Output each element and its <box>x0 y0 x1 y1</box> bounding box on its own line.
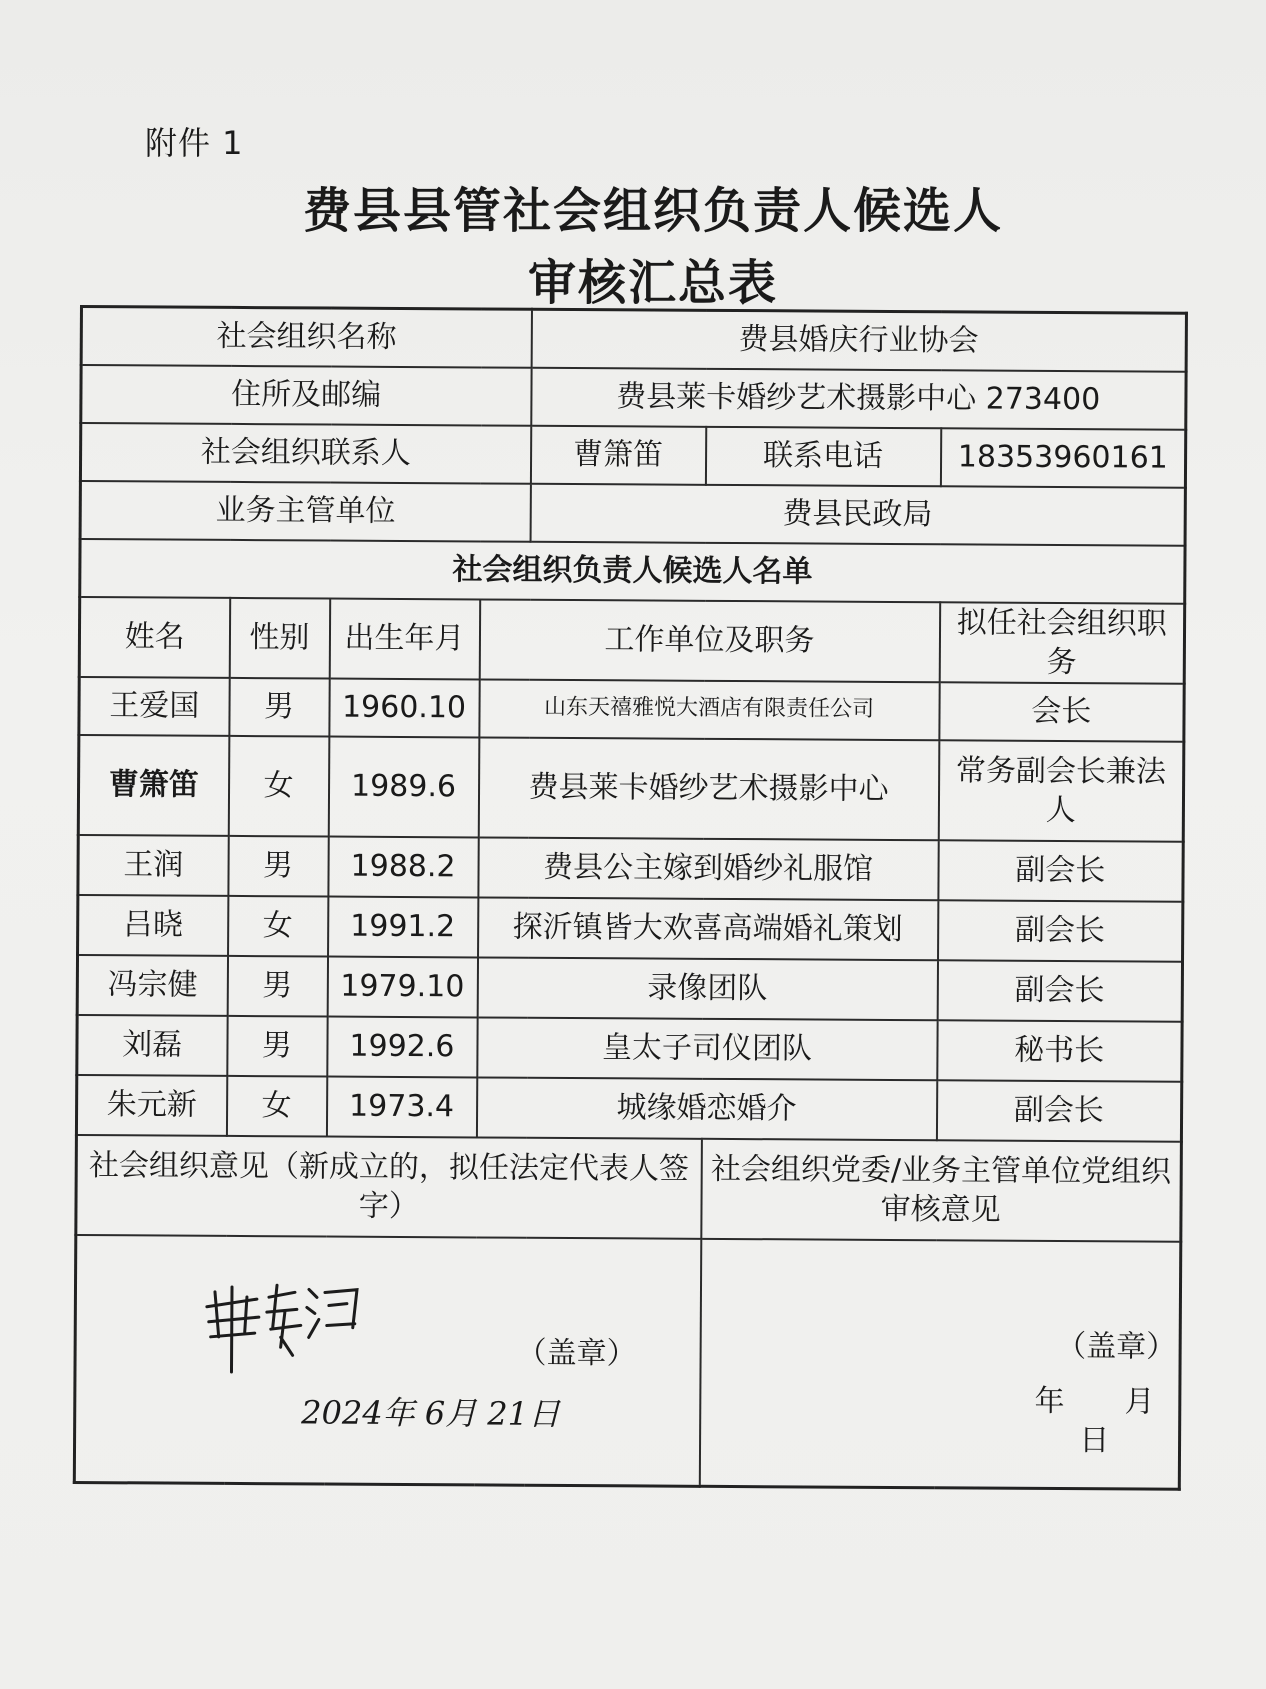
candidate-birth: 1992.6 <box>327 1016 477 1077</box>
address-label: 住所及邮编 <box>81 365 531 426</box>
party-date: 年 月 日 <box>1034 1383 1215 1458</box>
document-title-line1: 费县县管社会组织负责人候选人 <box>302 183 1003 239</box>
org-name-value: 费县婚庆行业协会 <box>531 309 1186 371</box>
candidate-gender: 男 <box>229 677 329 736</box>
candidate-name: 朱元新 <box>76 1074 226 1135</box>
candidate-role: 会长 <box>939 682 1184 741</box>
org-seal-label: （盖章） <box>516 1335 637 1371</box>
candidate-role: 副会长 <box>936 1080 1181 1141</box>
document-title-line2: 审核汇总表 <box>527 255 778 311</box>
candidate-birth: 1979.10 <box>327 956 477 1017</box>
table-row <box>77 1014 1182 1081</box>
candidate-work: 费县公主嫁到婚纱礼服馆 <box>478 837 938 900</box>
handwritten-signature <box>196 1266 367 1377</box>
candidate-name: 冯宗健 <box>77 954 227 1015</box>
candidate-role: 副会长 <box>938 840 1183 901</box>
candidate-role: 副会长 <box>937 960 1182 1021</box>
candidate-name: 曹箫笛 <box>78 735 229 836</box>
candidate-gender: 男 <box>228 835 328 896</box>
header-role: 拟任社会组织职务 <box>939 602 1184 683</box>
table-row <box>79 677 1184 742</box>
party-opinion-title: 社会组织党委/业务主管单位党组织审核意见 <box>701 1138 1182 1241</box>
attachment-label: 附件 1 <box>145 124 244 162</box>
phone-value: 18353960161 <box>940 428 1185 487</box>
header-birth: 出生年月 <box>329 598 479 679</box>
supervisor-label: 业务主管单位 <box>80 481 530 542</box>
candidate-work: 费县莱卡婚纱艺术摄影中心 <box>478 737 939 840</box>
table-row <box>78 834 1183 901</box>
review-summary-table <box>73 305 1215 1490</box>
candidate-name: 王润 <box>78 834 228 895</box>
contact-value: 曹箫笛 <box>530 425 705 484</box>
org-opinion-body <box>74 1234 701 1485</box>
candidate-work: 探沂镇皆大欢喜高端婚礼策划 <box>478 897 938 960</box>
header-gender: 性别 <box>229 597 329 678</box>
signature-date: 2024年 6月 21日 <box>301 1392 561 1433</box>
candidate-name: 王爱国 <box>79 677 229 736</box>
candidate-birth: 1973.4 <box>326 1076 476 1137</box>
candidate-gender: 女 <box>228 895 328 956</box>
candidate-work: 录像团队 <box>477 957 937 1020</box>
candidate-name: 刘磊 <box>77 1014 227 1075</box>
candidate-birth: 1988.2 <box>328 836 478 897</box>
candidate-gender: 男 <box>227 1015 327 1076</box>
org-name-label: 社会组织名称 <box>81 307 531 368</box>
header-name: 姓名 <box>79 597 229 678</box>
party-opinion-body <box>699 1238 1215 1488</box>
candidate-work: 城缘婚恋婚介 <box>476 1077 936 1140</box>
candidate-gender: 女 <box>228 735 329 836</box>
contact-label: 社会组织联系人 <box>80 423 530 484</box>
candidate-name: 吕晓 <box>78 894 228 955</box>
table-row <box>78 735 1184 842</box>
candidate-gender: 男 <box>227 955 327 1016</box>
candidate-birth: 1960.10 <box>329 678 479 737</box>
party-seal-label: （盖章） <box>1056 1328 1177 1365</box>
org-opinion-title: 社会组织意见（新成立的，拟任法定代表人签字） <box>76 1134 702 1238</box>
table-row <box>76 1074 1181 1141</box>
candidate-role: 副会长 <box>938 900 1183 961</box>
candidate-work: 山东天禧雅悦大酒店有限责任公司 <box>479 679 939 740</box>
supervisor-value: 费县民政局 <box>530 483 1185 545</box>
table-row <box>78 894 1183 961</box>
address-value: 费县莱卡婚纱艺术摄影中心 273400 <box>531 367 1186 429</box>
phone-label: 联系电话 <box>705 426 940 485</box>
candidate-birth: 1989.6 <box>328 736 479 837</box>
candidate-role: 常务副会长兼法人 <box>938 740 1184 841</box>
candidate-gender: 女 <box>226 1075 326 1136</box>
candidate-role: 秘书长 <box>937 1020 1182 1081</box>
candidate-work: 皇太子司仪团队 <box>477 1017 937 1080</box>
table-row <box>77 954 1182 1021</box>
candidate-section-title: 社会组织负责人候选人名单 <box>80 539 1185 604</box>
candidate-birth: 1991.2 <box>328 896 478 957</box>
header-work: 工作单位及职务 <box>479 599 939 682</box>
